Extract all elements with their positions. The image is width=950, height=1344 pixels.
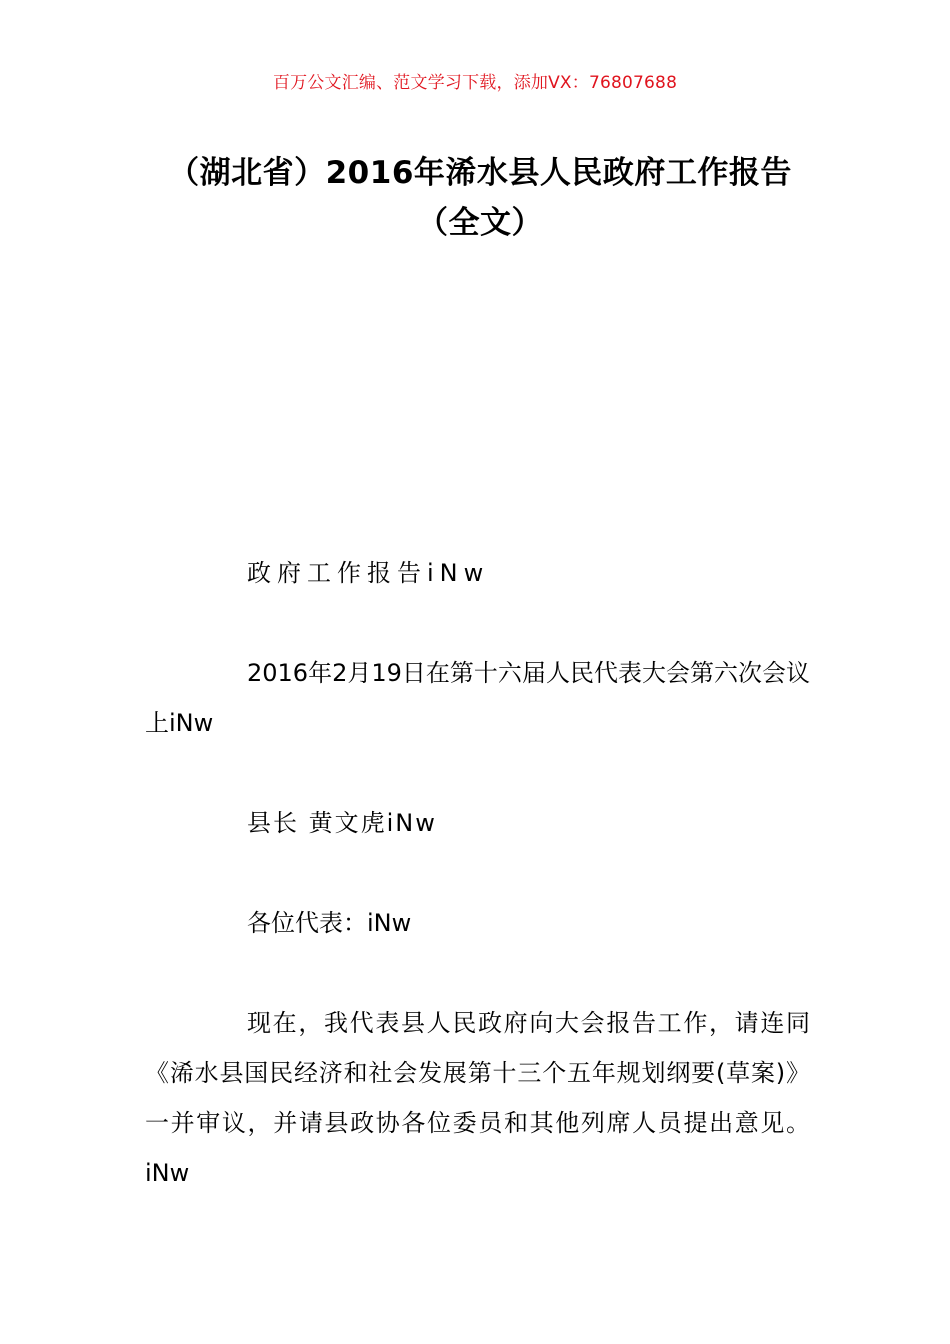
header-promo-note: 百万公文汇编、范文学习下载，添加VX：76807688	[272, 73, 678, 93]
paragraph-block	[145, 548, 810, 598]
paragraph-block	[145, 998, 810, 1198]
speaker-line: 县长 黄文虎iNw	[247, 809, 437, 837]
paragraph-block	[145, 648, 810, 748]
paragraph-block	[145, 798, 810, 848]
paragraph-block	[145, 898, 810, 948]
date-meeting-line: 2016年2月19日在第十六届人民代表大会第六次会议上iNw	[145, 659, 810, 737]
report-heading-line: 政府工作报告iNw	[247, 559, 490, 587]
salutation-line: 各位代表：iNw	[247, 909, 412, 937]
document-title: （湖北省）2016年浠水县人民政府工作报告（全文）	[168, 155, 792, 241]
opening-paragraph: 现在，我代表县人民政府向大会报告工作，请连同《浠水县国民经济和社会发展第十三个五年规划纲要(草案)》一并审议，并请县政协各位委员和其他列席人员提出意见。iNw	[145, 1009, 810, 1187]
